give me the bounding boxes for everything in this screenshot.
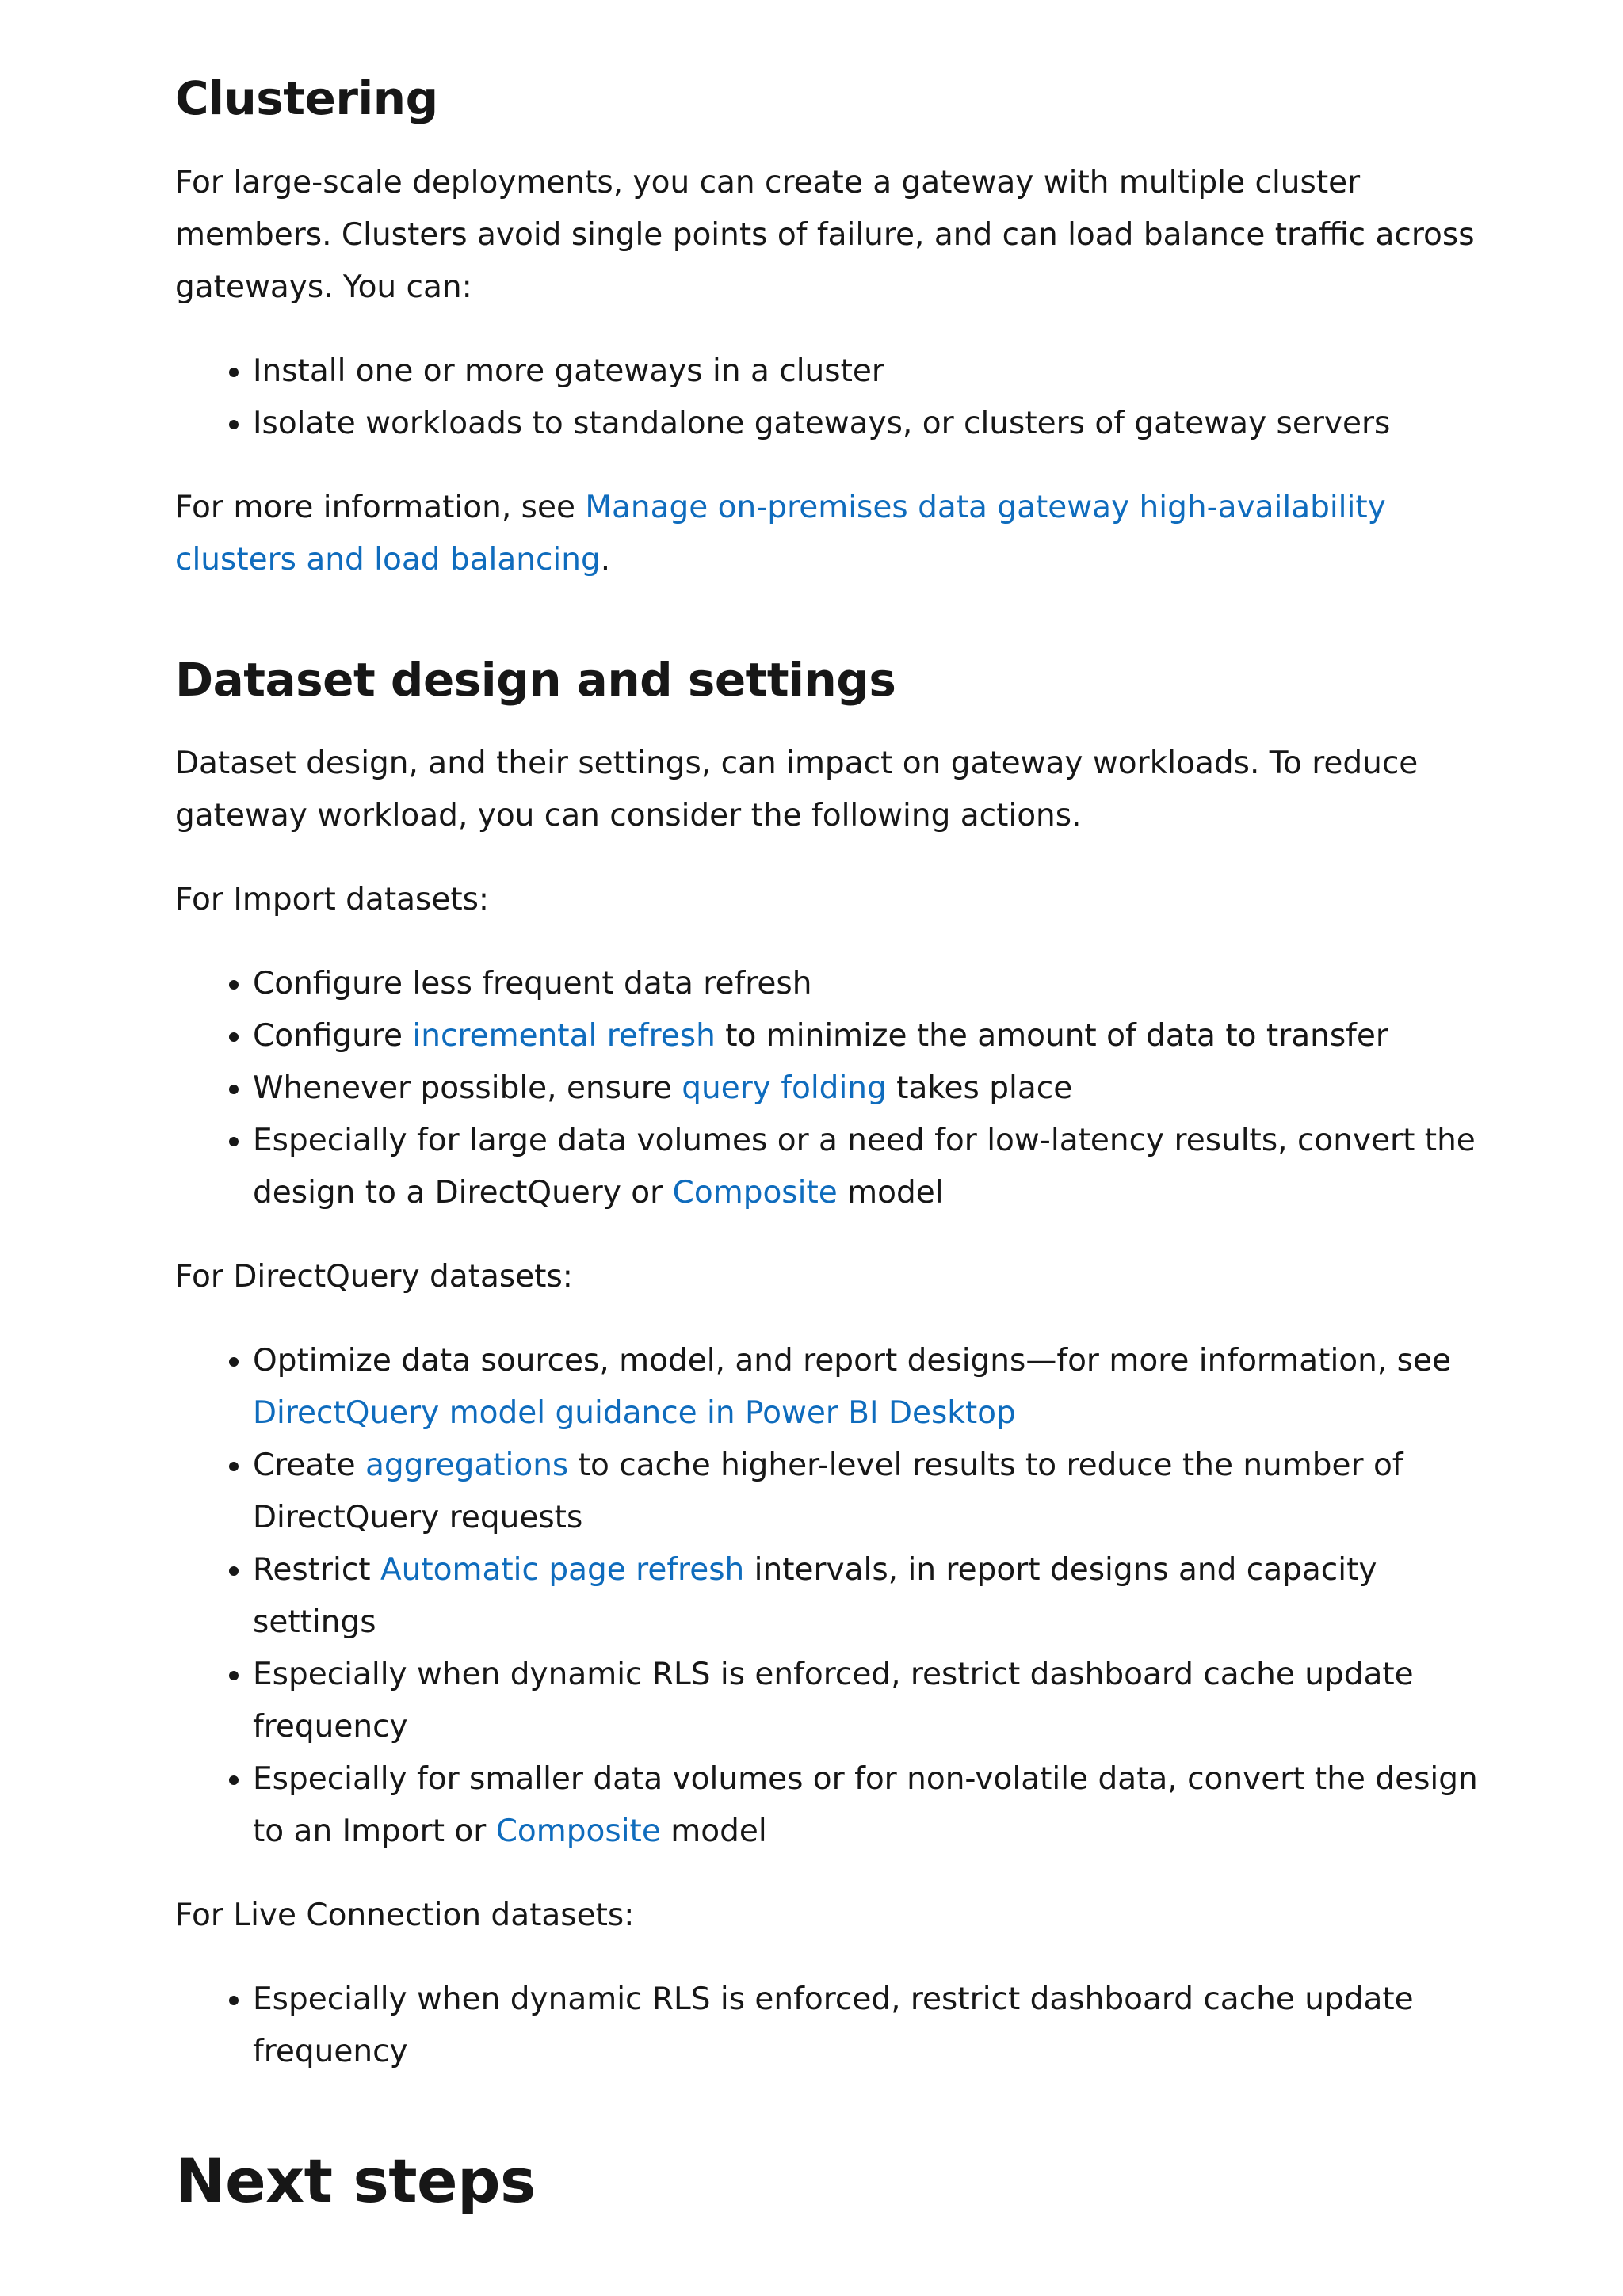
query-folding-link[interactable]: query folding — [682, 1070, 887, 1107]
import-datasets-list — [175, 958, 1483, 1219]
automatic-page-refresh-link[interactable]: Automatic page refresh — [380, 1552, 745, 1589]
clustering-list — [175, 345, 1483, 450]
list-item: • Isolate workloads to standalone gateways, or clusters of gateway servers — [253, 398, 1483, 450]
list-item-text: intervals, in report designs and capacity settings — [253, 1552, 1377, 1641]
list-item — [253, 1010, 1483, 1062]
list-item-text: takes place — [886, 1070, 1073, 1107]
list-item-text: Restrict — [253, 1552, 380, 1589]
manage-clusters-link[interactable]: Manage on-premises data gateway high-availability clusters and load balancing — [175, 489, 1386, 578]
list-item-text: Especially for large data volumes or a need for low-latency results, convert the design to a DirectQuery or — [253, 1123, 1476, 1211]
composite-link[interactable]: Composite — [495, 1814, 661, 1850]
list-item-text: Create — [253, 1447, 365, 1484]
more-info-suffix: . — [600, 541, 611, 578]
clustering-more-info — [175, 482, 1483, 586]
list-item — [253, 1544, 1483, 1649]
more-info-prefix: For more information, see — [175, 489, 586, 525]
live-connection-datasets-list — [175, 1974, 1483, 2078]
list-item-text: to cache higher-level results to reduce the number of DirectQuery requests — [253, 1447, 1403, 1536]
composite-link[interactable]: Composite — [672, 1175, 838, 1211]
list-item: • Configure less frequent data refresh — [253, 958, 1483, 1010]
list-item-text: Whenever possible, ensure — [253, 1070, 682, 1107]
list-item-text: model — [660, 1814, 767, 1850]
list-item: • Install one or more gateways in a cluster — [253, 345, 1483, 398]
list-item-text: model — [837, 1175, 944, 1211]
import-datasets-label: For Import datasets: — [175, 882, 490, 918]
list-item — [253, 1335, 1483, 1440]
list-item — [253, 1440, 1483, 1544]
aggregations-link[interactable]: aggregations — [365, 1447, 569, 1484]
list-item: • Especially when dynamic RLS is enforced, restrict dashboard cache update frequency — [253, 1974, 1483, 2078]
article-content — [175, 71, 1483, 2217]
list-item — [253, 1062, 1483, 1115]
incremental-refresh-link[interactable]: incremental refresh — [412, 1018, 716, 1055]
dataset-design-heading: Dataset design and settings — [175, 652, 896, 707]
next-steps-heading: Next steps — [175, 2145, 536, 2217]
list-item — [253, 1115, 1483, 1219]
dataset-design-intro: Dataset design, and their settings, can impact on gateway workloads. To reduce gateway workload, you can consider the following actions. — [175, 746, 1419, 834]
directquery-datasets-label: For DirectQuery datasets: — [175, 1259, 573, 1295]
directquery-datasets-list — [175, 1335, 1483, 1858]
clustering-heading: Clustering — [175, 71, 438, 125]
list-item-text: Optimize data sources, model, and report designs—for more information, see — [253, 1343, 1451, 1379]
live-connection-datasets-label: For Live Connection datasets: — [175, 1897, 635, 1934]
list-item-text: Especially for smaller data volumes or for non-volatile data, convert the design to an Import or — [253, 1761, 1478, 1850]
list-item — [253, 1753, 1483, 1858]
list-item-text: to minimize the amount of data to transfer — [715, 1018, 1388, 1055]
clustering-intro: For large-scale deployments, you can create a gateway with multiple cluster members. Clusters avoid single points of failure, and can load balance traffic across gateways. You can: — [175, 164, 1475, 305]
list-item: • Especially when dynamic RLS is enforced, restrict dashboard cache update frequency — [253, 1649, 1483, 1753]
list-item-text: Configure — [253, 1018, 413, 1055]
directquery-guidance-link[interactable]: DirectQuery model guidance in Power BI Desktop — [253, 1395, 1016, 1432]
